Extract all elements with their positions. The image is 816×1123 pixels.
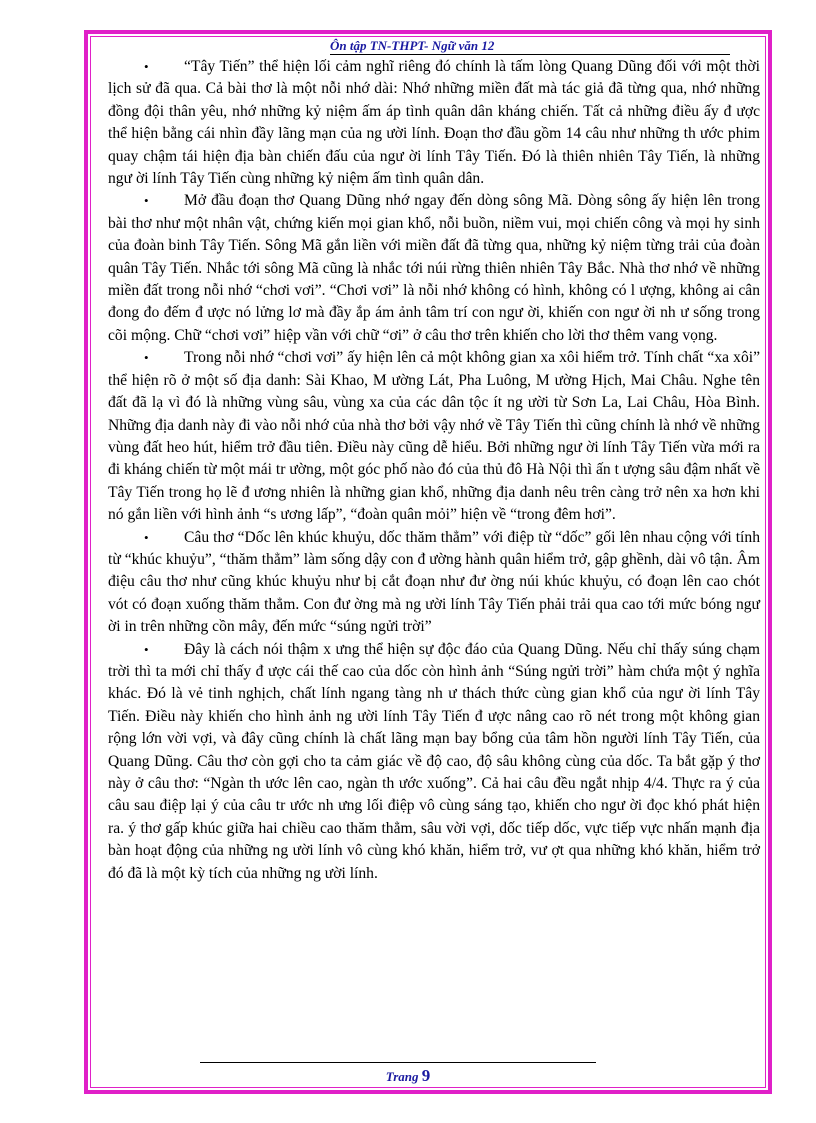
bullet-icon: • (144, 59, 149, 74)
bullet-icon: • (144, 641, 149, 657)
paragraph (108, 347, 760, 526)
page-number: 9 (421, 1066, 431, 1085)
bullet-icon: • (144, 350, 149, 366)
paragraph-text: Đây là cách nói thậm x ưng thể hiện sự độc đáo của Quang Dũng. Nếu chỉ thấy súng chạm trời thì ta mới chỉ thấy đ ược cái thế cao của dốc còn hình ảnh “Súng ngửi trời” hàm chứa một ý nghĩa khác. Đó là vẻ tinh nghịch, chất lính ngang tàng nh ư thách thức cùng gian khổ của ngư ời lính Tây Tiến. Điều này khiến cho hình ảnh ng ười lính Tây Tiến đ ược nâng cao rõ nét trong một không gian rộng lớn vời vợi, và đây cũng chính là chất lãng mạn bay bổng của tâm hồn người lính Tây Tiến, của Quang Dũng. Câu thơ còn gợi cho ta cảm giác về độ cao, độ sâu không cùng của dốc. Ta bắt gặp ý thơ này ở câu thơ: “Ngàn th ước lên cao, ngàn th ước xuống”. Cả hai câu đều ngắt nhịp 4/4. Thực ra ý của câu sau điệp lại ý của câu tr ước nh ưng lối điệp vô cùng sáng tạo, khiến cho ngư ời đọc khó phát hiện ra. ý thơ gấp khúc giữa hai chiều cao thăm thẳm, sâu vời vợi, dốc tiếp dốc, vực tiếp vực nhấn mạnh địa bàn hoạt động của những ng ười lính vô cùng khó khăn, hiểm trở, vư ợt qua những khó khăn, hiểm trở đó đã là một kỳ tích của những ng ười lính. (108, 640, 760, 882)
paragraph (108, 56, 760, 190)
paragraph (108, 527, 760, 639)
footer-label: Trang (385, 1069, 419, 1084)
paragraph-text: “Tây Tiến” thể hiện lối cảm nghĩ riêng đó chính là tấm lòng Quang Dũng đối với một thời lịch sử đã qua. Cả bài thơ là một nỗi nhớ dài: Nhớ những miền đất mà tác giả đã từng qua, nhớ những đồng đội thân yêu, nhớ những kỷ niệm ấm áp tình quân dân kháng chiến. Tất cả những điều ấy đ ược thể hiện bằng cái nhìn đầy lãng mạn của ng ười lính. Đoạn thơ đầu gồm 14 câu như những th ước phim quay chậm tái hiện địa bàn chiến đấu của ngư ời lính Tây Tiến. Đó là thiên nhiên Tây Tiến, là những ngư ời lính Tây Tiến cùng những kỷ niệm ấm tình quân dân. (108, 58, 760, 188)
paragraph-text: Mở đầu đoạn thơ Quang Dũng nhớ ngay đến dòng sông Mã. Dòng sông ấy hiện lên trong bài thơ như một nhân vật, chứng kiến mọi gian khổ, nỗi buồn, niềm vui, mọi chiến công và mọi hy sinh của đoàn binh Tây Tiến. Sông Mã gắn liền với miền đất đã từng qua, những kỷ niệm từng trải của đoàn quân Tây Tiến. Nhắc tới sông Mã cũng là nhắc tới núi rừng thiên nhiên Tây Bắc. Nhà thơ nhớ về những miền đất trong nỗi nhớ “chơi vơi”. “Chơi vơi” là nỗi nhớ không có hình, không có l ượng, không ai cân đong đo đếm đ ược nó lửng lơ mà đầy ắp ám ảnh tâm trí con ngư ời, khiến con ngư ời nh ư sống trong cõi mộng. Chữ “chơi vơi” hiệp vần với chữ “ơi” ở câu thơ trên khiến cho lời thơ thêm vang vọng. (108, 192, 760, 344)
paragraph-text: Trong nỗi nhớ “chơi vơi” ấy hiện lên cả một không gian xa xôi hiểm trở. Tính chất “xa xôi” thể hiện rõ ở một số địa danh: Sài Khao, M ường Lát, Pha Luông, M ường Hịch, Mai Châu. Nghe tên đất đã lạ vì đó là những vùng sâu, vùng xa của các dân tộc ít ng ười từ Sơn La, Lai Châu, Hòa Bình. Những địa danh này đi vào nỗi nhớ của nhà thơ bởi vậy nhớ về Tây Tiến thì cũng chính là nhớ về những vùng đất heo hút, hiểm trở đầu tiên. Điều này cũng dễ hiểu. Bởi những ngư ời lính Tây Tiến vừa mới ra đi kháng chiến từ một mái tr ường, một góc phố nào đó của thủ đô Hà Nội thì ấn t ượng sâu đậm nhất về Tây Tiến trong họ lẽ đ ương nhiên là những gian khổ, những địa danh nêu trên càng trở nên xa hơn khi nó gắn liền với hình ảnh “s ương lấp”, “đoàn quân mỏi” hiện về “trong đêm hơi”. (108, 349, 760, 524)
paragraph-text: Câu thơ “Dốc lên khúc khuỷu, dốc thăm thẳm” với điệp từ “dốc” gối lên nhau cộng với tính từ “khúc khuỷu”, “thăm thẳm” làm sống dậy con đ ường hành quân hiểm trở, gập ghềnh, dài vô tận. Âm điệu câu thơ như cũng khúc khuỷu như bị cắt đoạn như đư ờng núi khúc khuỷu, có đoạn lên cao chót vót có đoạn xuống thăm thẳm. Con đư ờng mà ng ười lính Tây Tiến phải trải qua cao tới mức bóng ngư ời in trên những cồn mây, đến mức “súng ngửi trời” (108, 528, 760, 636)
document-body (108, 56, 760, 885)
paragraph (108, 639, 760, 885)
paragraph (108, 190, 760, 347)
footer-rule (200, 1062, 596, 1063)
page-footer (0, 1066, 816, 1086)
page-header: Ôn tập TN-THPT- Ngữ văn 12 (330, 38, 495, 53)
header-rule (330, 54, 730, 55)
bullet-icon: • (144, 529, 149, 545)
bullet-icon: • (144, 193, 149, 209)
